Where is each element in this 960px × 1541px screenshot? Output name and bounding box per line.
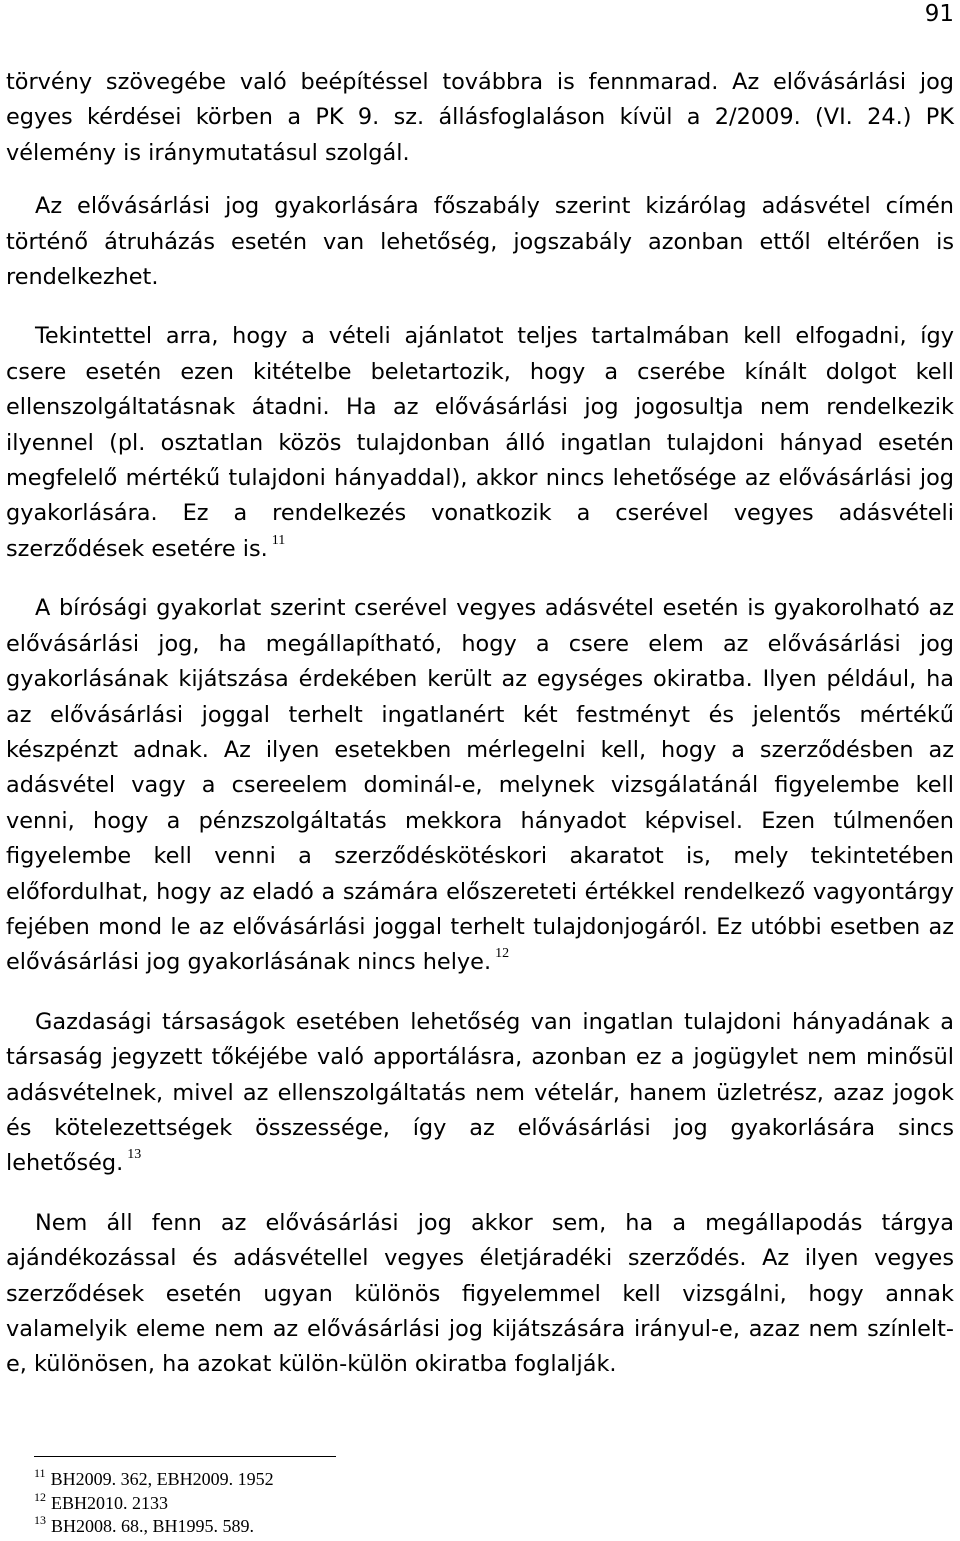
footnote-text: EBH2010. 2133 (51, 1492, 168, 1513)
paragraph (6, 189, 954, 295)
paragraph (6, 1005, 954, 1182)
paragraph (6, 65, 954, 171)
footnote-number: 11 (34, 1466, 46, 1480)
footnote (34, 1515, 274, 1539)
paragraph-text: Tekintettel arra, hogy a vételi ajánlatot teljes tartalmában kell elfogadni, így csere esetén ezen kitételbe beletartozik, hogy a cserébe kínált dolgot kell ellenszolgáltatásnak átadni. Ha az elővásárlási jog jogosultja nem rendelkezik ilyennel (pl. osztatlan közös tulajdonban álló ingatlan tulajdoni hányad esetén megfelelő mértékű tulajdoni hányaddal), akkor nincs lehetősége az elővásárlási jog gyakorlására. Ez a rendelkezés vonatkozik a cserével vegyes adásvételi szerződések esetére is. (6, 323, 954, 562)
footnote-number: 12 (34, 1489, 46, 1504)
page-number: 91 (924, 1, 954, 27)
footnote (34, 1489, 274, 1516)
paragraph (6, 1206, 954, 1383)
document-body (6, 65, 954, 1407)
paragraph-text: Nem áll fenn az elővásárlási jog akkor sem, ha a megállapodás tárgya ajándékozással és adásvétellel vegyes életjáradéki szerződés. Az ilyen vegyes szerződések esetén ugyan különös figyelemmel kell vizsgálni, hogy annak valamelyik eleme nem az elővásárlási jog kijátszására irányul-e, azaz nem színlelt-e, különösen, ha azokat külön-külön okiratba foglalják. (6, 1209, 954, 1378)
paragraph-text: A bírósági gyakorlat szerint cserével vegyes adásvétel esetén is gyakorolható az elővásárlási jog, ha megállapítható, hogy a csere elem az elővásárlási jog gyakorlásának kijátszása érdekében került az egységes okiratba. Ilyen például, ha az elővásárlási joggal terhelt ingatlanért két festményt és jelentős mértékű készpénzt adnak. Az ilyen esetekben mérlegelni kell, hogy a szerződésben az adásvétel vagy a csereelem dominál-e, melynek vizsgálatánál figyelembe kell venni, hogy a pénzszolgáltatás mekkora hányadot képvisel. Ezen túlmenően figyelembe kell venni a szerződéskötéskori akaratot is, mely tekintetében előfordulhat, hogy az eladó a számára előszereteti értékkel rendelkező vagyontárgy fejében mond le az elővásárlási joggal terhelt tulajdonjogáról. Ez utóbbi esetben az elővásárlási jog gyakorlásának nincs helye. (6, 595, 954, 976)
paragraph-text: Az elővásárlási jog gyakorlására főszabály szerint kizárólag adásvétel címén történő átruházás esetén van lehetőség, jogszabály azonban ettől eltérően is rendelkezhet. (6, 193, 954, 291)
paragraph-text: törvény szövegébe való beépítéssel továbbra is fennmarad. Az elővásárlási jog egyes kérdései körben a PK 9. sz. állásfoglaláson kívül a 2/2009. (VI. 24.) PK vélemény is iránymutatásul szolgál. (6, 69, 954, 166)
footnotes (34, 1468, 274, 1539)
paragraph-text: Gazdasági társaságok esetében lehetőség van ingatlan tulajdoni hányadának a társaság jegyzett tőkéjébe való apportálásra, azonban ez a jogügylet nem minősül adásvételnek, mivel az ellenszolgáltatás nem vételár, hanem üzletrész, azaz jogok és kötelezettségek összessége, így az elővásárlási jog gyakorlására sincs lehetőség. (6, 1008, 954, 1177)
footnote-separator (34, 1456, 336, 1457)
footnote-reference[interactable]: 13 (127, 1147, 142, 1163)
footnote-reference[interactable]: 11 (271, 532, 286, 548)
paragraph (6, 591, 954, 980)
footnote-number: 13 (34, 1513, 46, 1527)
footnote-text: BH2009. 362, EBH2009. 1952 (50, 1469, 274, 1489)
footnote (34, 1468, 274, 1492)
footnote-reference[interactable]: 12 (495, 946, 510, 962)
footnote-text: BH2008. 68., BH1995. 589. (51, 1516, 255, 1536)
paragraph (6, 319, 954, 567)
